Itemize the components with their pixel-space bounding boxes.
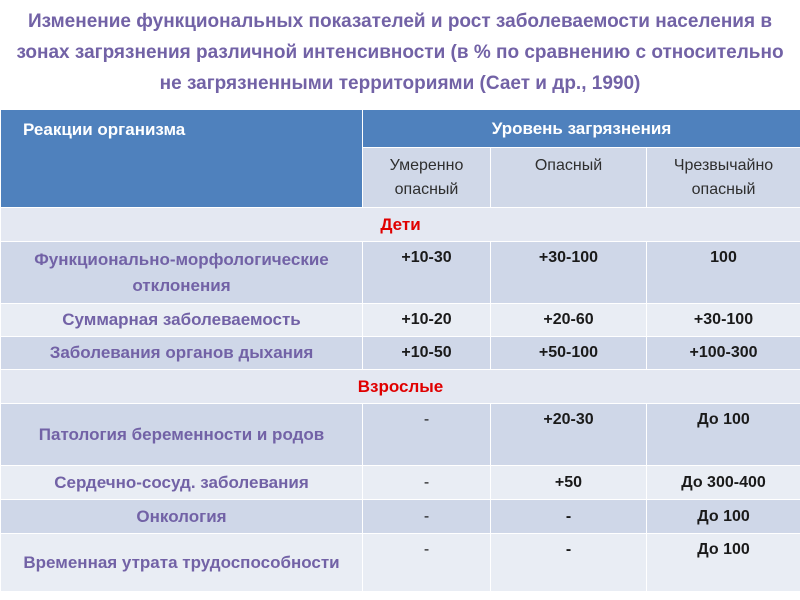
cell-moderate: -	[363, 466, 491, 500]
header-level-extreme: Чрезвычайно опасный	[647, 148, 800, 208]
cell-dangerous: +50-100	[491, 337, 647, 370]
header-reactions: Реакции организма	[1, 110, 363, 208]
row-label: Онкология	[1, 500, 363, 534]
table-row	[1, 304, 800, 337]
row-label: Заболевания органов дыхания	[1, 337, 363, 370]
row-label: Суммарная заболеваемость	[1, 304, 363, 337]
cell-moderate: -	[363, 534, 491, 592]
cell-moderate: +10-20	[363, 304, 491, 337]
cell-extreme: До 300-400	[647, 466, 800, 500]
header-pollution-level: Уровень загрязнения	[363, 110, 800, 148]
table-row	[1, 500, 800, 534]
cell-moderate: +10-50	[363, 337, 491, 370]
cell-dangerous: +20-60	[491, 304, 647, 337]
table-row	[1, 242, 800, 304]
cell-extreme: До 100	[647, 404, 800, 466]
morbidity-table	[0, 109, 800, 592]
cell-extreme: 100	[647, 242, 800, 304]
page-title: Изменение функциональных показателей и рост заболеваемости населения в зонах загрязнения различной интенсивности (в % по сравнению с относительно не загрязненными территориями (Сает и др., 1990)	[16, 11, 784, 94]
cell-dangerous: +20-30	[491, 404, 647, 466]
cell-extreme: +30-100	[647, 304, 800, 337]
cell-dangerous: -	[491, 500, 647, 534]
row-label: Временная утрата трудоспособности	[1, 534, 363, 592]
cell-extreme: До 100	[647, 534, 800, 592]
row-label: Сердечно-сосуд. заболевания	[1, 466, 363, 500]
cell-dangerous: +50	[491, 466, 647, 500]
header-level-moderate: Умеренно опасный	[363, 148, 491, 208]
section-adults: Взрослые	[1, 370, 800, 404]
table-row	[1, 466, 800, 500]
row-label: Патология беременности и родов	[1, 404, 363, 466]
cell-dangerous: +30-100	[491, 242, 647, 304]
cell-dangerous: -	[491, 534, 647, 592]
cell-extreme: До 100	[647, 500, 800, 534]
table-row	[1, 534, 800, 592]
header-level-dangerous: Опасный	[491, 148, 647, 208]
cell-extreme: +100-300	[647, 337, 800, 370]
section-children: Дети	[1, 208, 800, 242]
cell-moderate: -	[363, 404, 491, 466]
cell-moderate: +10-30	[363, 242, 491, 304]
table-row	[1, 337, 800, 370]
row-label: Функционально-морфологические отклонения	[1, 242, 363, 304]
table-row	[1, 404, 800, 466]
cell-moderate: -	[363, 500, 491, 534]
